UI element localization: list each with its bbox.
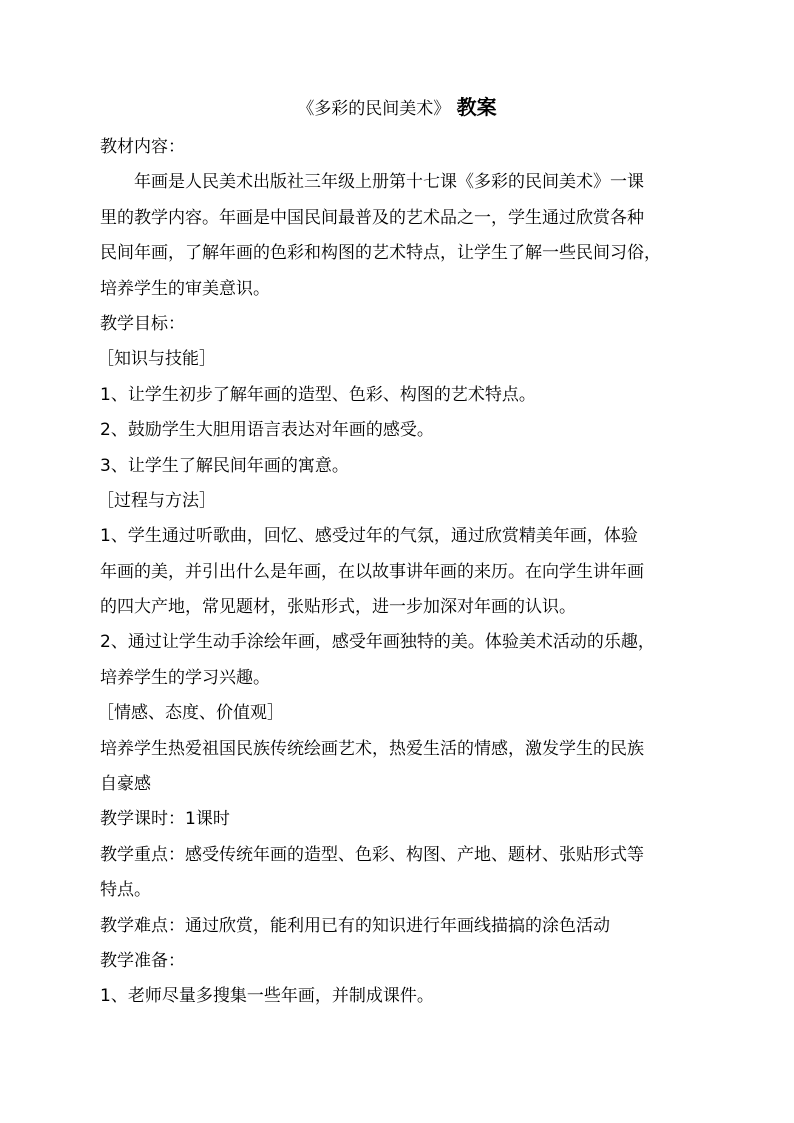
paragraph-line: 的四大产地，常见题材，张贴形式，进一步加深对年画的认识。 [100,597,576,618]
section-label-objectives: 教学目标： [100,313,185,334]
paragraph-line: 培养学生热爱祖国民族传统绘画艺术，热爱生活的情感，激发学生的民族 [100,738,644,759]
list-item: 3、让学生了解民间年画的寓意。 [100,455,349,476]
list-item: 2、鼓励学生大胆用语言表达对年画的感受。 [100,420,434,441]
list-item: 1、老师尽量多搜集一些年画，并制成课件。 [100,986,434,1007]
document-body [97,130,700,1015]
paragraph-line: 自豪感 [100,774,151,795]
subsection-heading: ［情感、态度、价值观］ [97,703,284,724]
paragraph-line: 培养学生的学习兴趣。 [100,667,270,688]
paragraph-line: 里的教学内容。年画是中国民间最普及的艺术品之一，学生通过欣赏各种 [100,207,644,228]
paragraph-line: 民间年画，了解年画的色彩和构图的艺术特点，让学生了解一些民间习俗， [100,243,661,264]
list-item: 1、让学生初步了解年画的造型、色彩、构图的艺术特点。 [100,384,536,405]
section-label-material: 教材内容： [100,137,185,157]
subsection-heading: ［过程与方法］ [97,490,216,511]
section-label-preparation: 教学准备： [100,950,185,971]
paragraph-line: 年画的美，并引出什么是年画，在以故事讲年画的来历。在向学生讲年画 [100,561,644,582]
subsection-heading: ［知识与技能］ [97,349,216,370]
title-main: 《多彩的民间美术》 [297,99,451,119]
list-item: 2、通过让学生动手涂绘年画，感受年画独特的美。体验美术活动的乐趣， [100,632,655,653]
document-title [0,92,794,124]
paragraph-line: 培养学生的审美意识。 [100,278,270,299]
lesson-hours: 教学课时：1课时 [100,809,230,830]
paragraph-line: 年画是人民美术出版社三年级上册第十七课《多彩的民间美术》一课 [134,172,644,193]
paragraph-line: 特点。 [100,880,151,901]
difficult-points: 教学难点：通过欣赏，能利用已有的知识进行年画线描搞的涂色活动 [100,915,610,936]
list-item: 1、学生通过听歌曲，回忆、感受过年的气氛，通过欣赏精美年画，体验 [100,526,638,547]
key-points: 教学重点：感受传统年画的造型、色彩、构图、产地、题材、张贴形式等 [100,844,644,865]
title-suffix: 教案 [456,95,497,119]
